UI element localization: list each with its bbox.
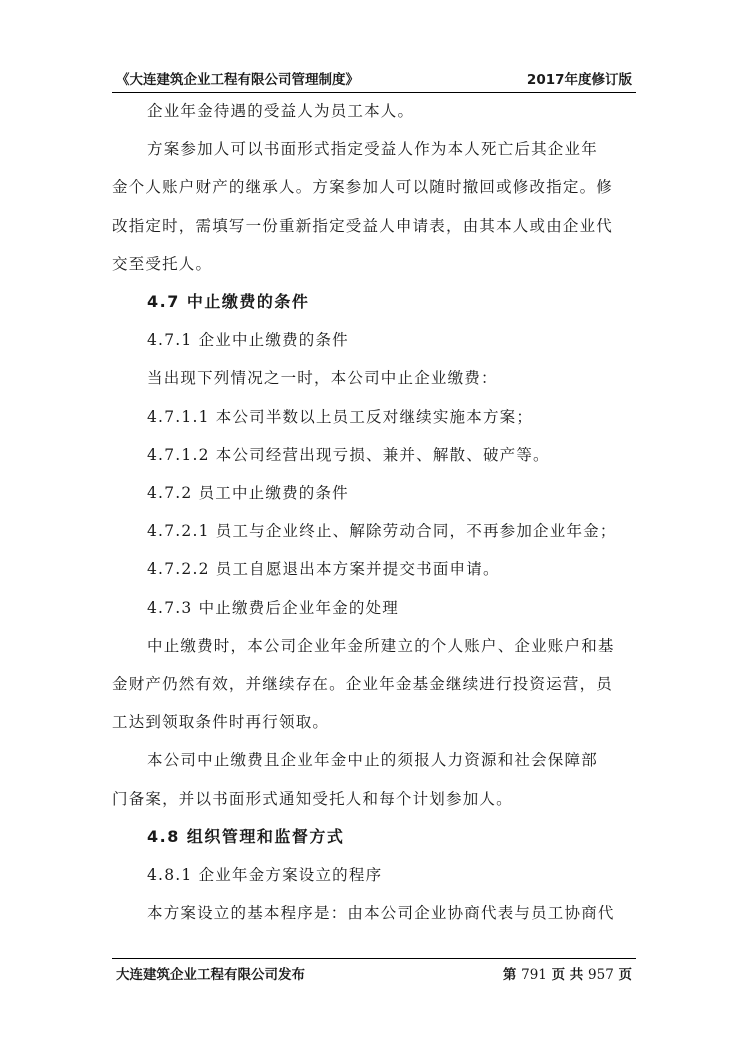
- paragraph-line: 4.8.1 企业年金方案设立的程序: [147, 866, 383, 885]
- paragraph-line: 门备案，并以书面形式通知受托人和每个计划参加人。: [112, 789, 513, 808]
- header-doc-title: 《大连建筑企业工程有限公司管理制度》: [116, 72, 359, 88]
- header-edition: 2017年度修订版: [526, 72, 632, 88]
- paragraph-line: 金个人账户财产的继承人。方案参加人可以随时撤回或修改指定。修: [112, 178, 614, 197]
- paragraph-line: 企业年金待遇的受益人为员工本人。: [147, 102, 415, 120]
- document-body: [112, 92, 638, 932]
- paragraph-line: 改指定时，需填写一份重新指定受益人申请表，由其本人或由企业代: [112, 216, 614, 235]
- section-heading: 4.8 组织管理和监督方式: [147, 826, 345, 846]
- paragraph-line: 4.7.2.2 员工自愿退出本方案并提交书面申请。: [147, 560, 500, 579]
- page-total: 957: [588, 967, 614, 983]
- paragraph-line: 交至受托人。: [112, 254, 213, 273]
- paragraph-line: 4.7.2.1 员工与企业终止、解除劳动合同，不再参加企业年金；: [147, 522, 617, 541]
- footer-page-number: [503, 963, 632, 983]
- page-suffix: 页: [618, 967, 632, 983]
- page-current: 791: [521, 967, 547, 983]
- paragraph-line: 当出现下列情况之一时，本公司中止企业缴费：: [147, 369, 498, 388]
- page-header: [112, 64, 636, 93]
- page-prefix: 第: [502, 967, 517, 983]
- paragraph-line: 4.7.1.1 本公司半数以上员工反对继续实施本方案；: [147, 407, 534, 426]
- paragraph-line: 本公司中止缴费且企业年金中止的须报人力资源和社会保障部: [147, 751, 598, 770]
- paragraph-line: 中止缴费时，本公司企业年金所建立的个人账户、企业账户和基: [147, 636, 615, 655]
- paragraph-line: 4.7.2 员工中止缴费的条件: [147, 484, 349, 503]
- section-heading: 4.7 中止缴费的条件: [147, 292, 310, 312]
- paragraph-line: 4.7.1 企业中止缴费的条件: [147, 331, 349, 350]
- paragraph-line: 本方案设立的基本程序是：由本公司企业协商代表与员工协商代: [147, 904, 615, 923]
- page-footer: [112, 958, 636, 983]
- paragraph-line: 金财产仍然有效，并继续存在。企业年金基金继续进行投资运营，员: [112, 675, 614, 694]
- footer-publisher: 大连建筑企业工程有限公司发布: [116, 967, 305, 983]
- paragraph-line: 方案参加人可以书面形式指定受益人作为本人死亡后其企业年: [147, 140, 598, 159]
- paragraph-line: 4.7.3 中止缴费后企业年金的处理: [147, 598, 399, 617]
- paragraph-line: 4.7.1.2 本公司经营出现亏损、兼并、解散、破产等。: [147, 445, 550, 464]
- page-mid: 页 共: [551, 967, 584, 983]
- paragraph-line: 工达到领取条件时再行领取。: [112, 713, 330, 732]
